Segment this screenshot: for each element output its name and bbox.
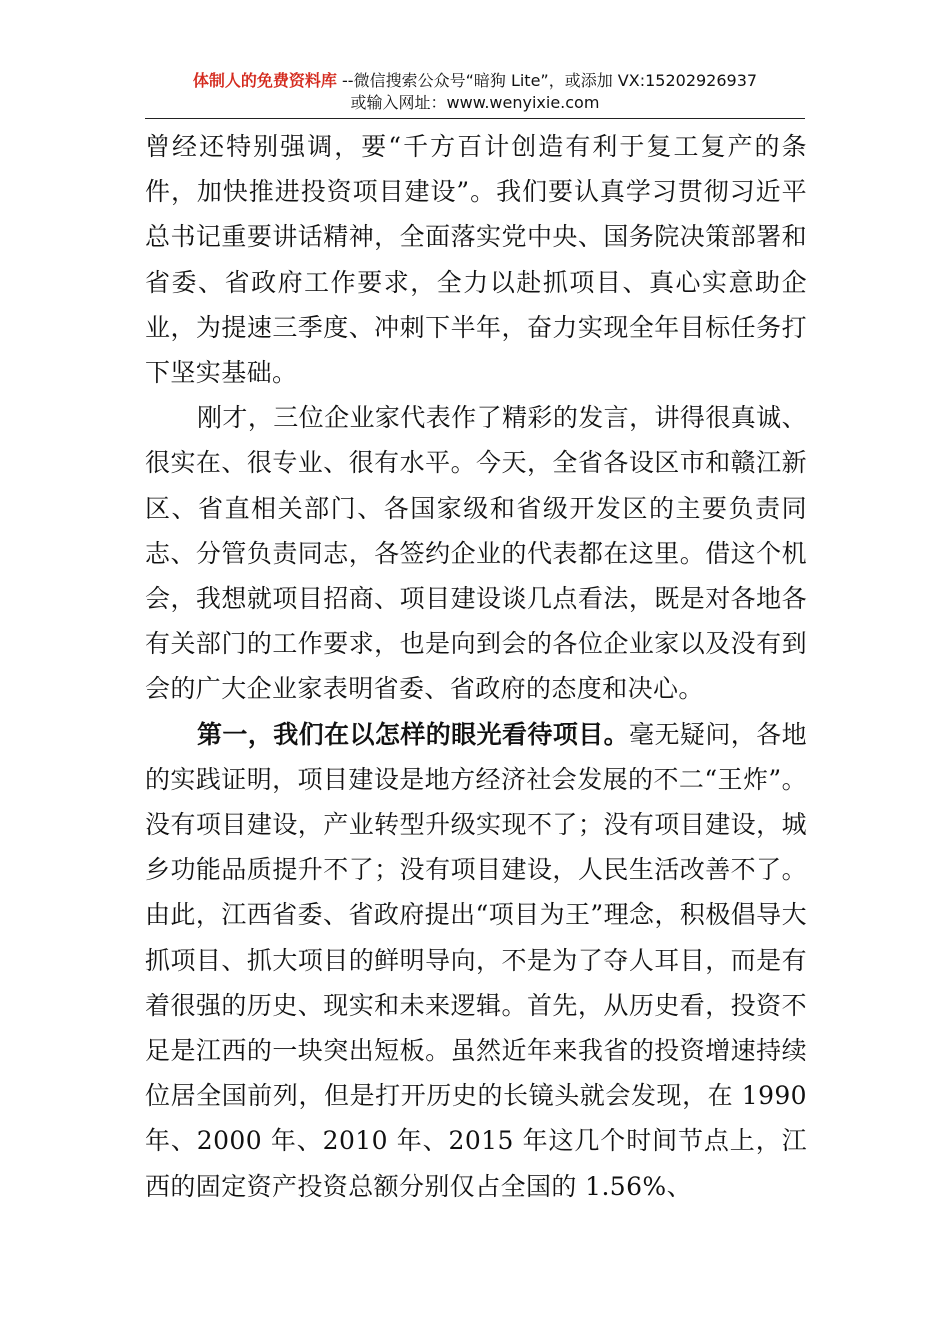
header-website-line: 或输入网址：www.wenyixie.com [350, 93, 600, 112]
document-body [145, 124, 807, 1209]
paragraph-3 [145, 712, 807, 1209]
paragraph-1: 曾经还特别强调，要“千方百计创造有利于复工复产的条件，加快推进投资项目建设”。我们要认真学习贯彻习近平总书记重要讲话精神，全面落实党中央、国务院决策部署和省委、省政府工作要求，全力以赴抓项目、真心实意助企业，为提速三季度、冲刺下半年，奋力实现全年目标任务打下坚实基础。 [145, 132, 807, 388]
header-tagline: --微信搜索公众号“暗狗 Lite”，或添加 VX:15202926937 [336, 71, 758, 90]
header-divider [145, 118, 805, 119]
paragraph-2: 刚才，三位企业家代表作了精彩的发言，讲得很真诚、很实在、很专业、很有水平。今天，全省各设区市和赣江新区、省直相关部门、各国家级和省级开发区的主要负责同志、分管负责同志，各签约企业的代表都在这里。借这个机会，我想就项目招商、项目建设谈几点看法，既是对各地各有关部门的工作要求，也是向到会的各位企业家以及没有到会的广大企业家表明省委、省政府的态度和决心。 [145, 403, 807, 704]
page-header [0, 70, 950, 114]
header-brand: 体制人的免费资料库 [192, 71, 337, 90]
paragraph-3-text: 毫无疑问，各地的实践证明，项目建设是地方经济社会发展的不二“王炸”。没有项目建设，产业转型升级实现不了；没有项目建设，城乡功能品质提升不了；没有项目建设，人民生活改善不了。由此，江西省委、省政府提出“项目为王”理念，积极倡导大抓项目、抓大项目的鲜明导向，不是为了夺人耳目，而是有着很强的历史、现实和未来逻辑。首先，从历史看，投资不足是江西的一块突出短板。虽然近年来我省的投资增速持续位居全国前列，但是打开历史的长镜头就会发现，在 1990 年、2000 年、2010 年、2015 年这几个时间节点上，江西的固定资产投资总额分别仅占全国的 1.56%、 [145, 719, 807, 1201]
section-heading-first: 第一，我们在以怎样的眼光看待项目。 [197, 719, 630, 749]
